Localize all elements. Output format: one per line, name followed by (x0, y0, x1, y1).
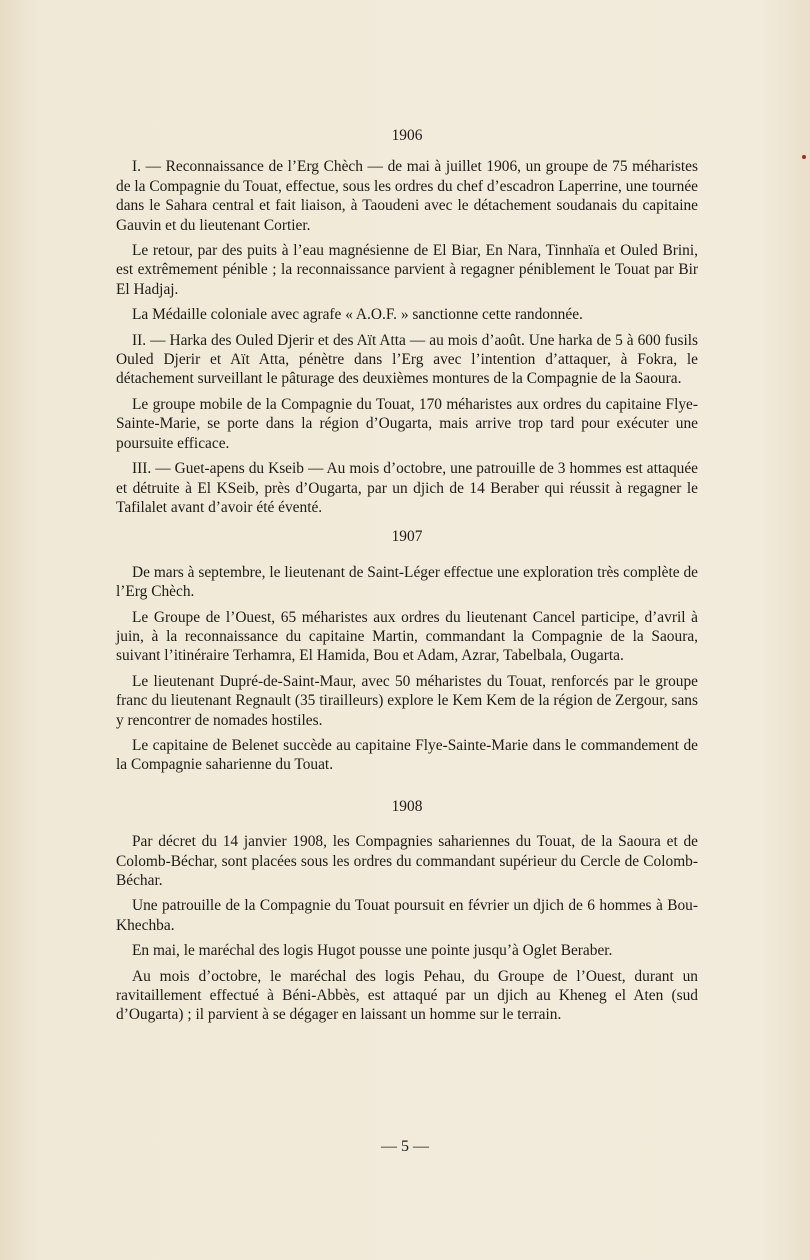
paragraph: En mai, le maréchal des logis Hugot pousse une pointe jusqu’à Oglet Beraber. (132, 942, 613, 960)
ink-spot (802, 155, 806, 159)
paragraph: La Médaille coloniale avec agrafe « A.O.F. » sanctionne cette randonnée. (132, 306, 583, 324)
paragraph: Par décret du 14 janvier 1908, les Compagnies sahariennes du Touat, de la Saoura et de Colomb-Béchar, sont placées sous les ordres du commandant supérieur du Cercle de Colomb-Béchar. (116, 833, 698, 889)
paragraph: Le retour, par des puits à l’eau magnésienne de El Biar, En Nara, Tinnhaïa et Ouled Brini, est extrêmement pénible ; la reconnaissance parvient à regagner péniblement le Touat par Bir El Hadjaj. (116, 242, 698, 298)
year-heading-1907: 1907 (391, 528, 423, 546)
paragraph: Le lieutenant Dupré-de-Saint-Maur, avec 50 méharistes du Touat, renforcés par le groupe franc du lieutenant Regnault (35 tirailleurs) explore le Kem Kem de la région de Zergour, sans y rencontrer de nomades hostiles. (116, 672, 698, 729)
paragraph: Le Groupe de l’Ouest, 65 méharistes aux ordres du lieutenant Cancel participe, d’avril à juin, à la reconnaissance du capitaine Martin, commandant la Compagnie de la Saoura, suivant l’itinéraire Terhamra, El Hamida, Bou et Adam, Azrar, Tabelbala, Ougarta. (116, 608, 698, 665)
paragraph: Le capitaine de Belenet succède au capitaine Flye-Sainte-Marie dans le commandement de la Compagnie saharienne du Touat. (116, 736, 698, 774)
paragraph: II. — Harka des Ouled Djerir et des Aït Atta — au mois d’août. Une harka de 5 à 600 fusils Ouled Djerir et Aït Atta, pénètre dans l’Erg avec l’intention d’attaquer, à Fokra, le détachement surveillant le pâturage des deuxièmes montures de la Compagnie de la Saoura. (116, 331, 698, 388)
paragraph: Au mois d’octobre, le maréchal des logis Pehau, du Groupe de l’Ouest, durant un ravitaillement effectué à Béni-Abbès, est attaqué par un djich au Kheneg el Aten (sud d’Ougarta) ; il parvient à se dégager en laissant un homme sur le terrain. (116, 967, 698, 1024)
document-body (116, 118, 698, 1031)
paragraph: Une patrouille de la Compagnie du Touat poursuit en février un djich de 6 hommes à Bou-Khechba. (116, 897, 698, 934)
year-heading-1906: 1906 (391, 127, 423, 144)
paragraph: Le groupe mobile de la Compagnie du Touat, 170 méharistes aux ordres du capitaine Flye-Sainte-Marie, se porte dans la région d’Ougarta, mais arrive trop tard pour exécuter une poursuite efficace. (116, 395, 698, 452)
paragraph: III. — Guet-apens du Kseib — Au mois d’octobre, une patrouille de 3 hommes est attaquée et détruite à El KSeib, près d’Ougarta, par un djich de 14 Beraber qui réussit à regagner le Tafilalet avant d’avoir été éventé. (116, 460, 698, 516)
page-number: — 5 — (381, 1138, 429, 1155)
paragraph: De mars à septembre, le lieutenant de Saint-Léger effectue une exploration très complète de l’Erg Chèch. (116, 563, 698, 601)
paragraph: I. — Reconnaissance de l’Erg Chèch — de mai à juillet 1906, un groupe de 75 méharistes de la Compagnie du Touat, effectue, sous les ordres du chef d’escadron Laperrine, une tournée dans le Sahara central et fait liaison, à Taoudeni avec le détachement soudanais du capitaine Gauvin et du lieutenant Cortier. (116, 158, 698, 234)
year-heading-1908: 1908 (391, 797, 423, 815)
